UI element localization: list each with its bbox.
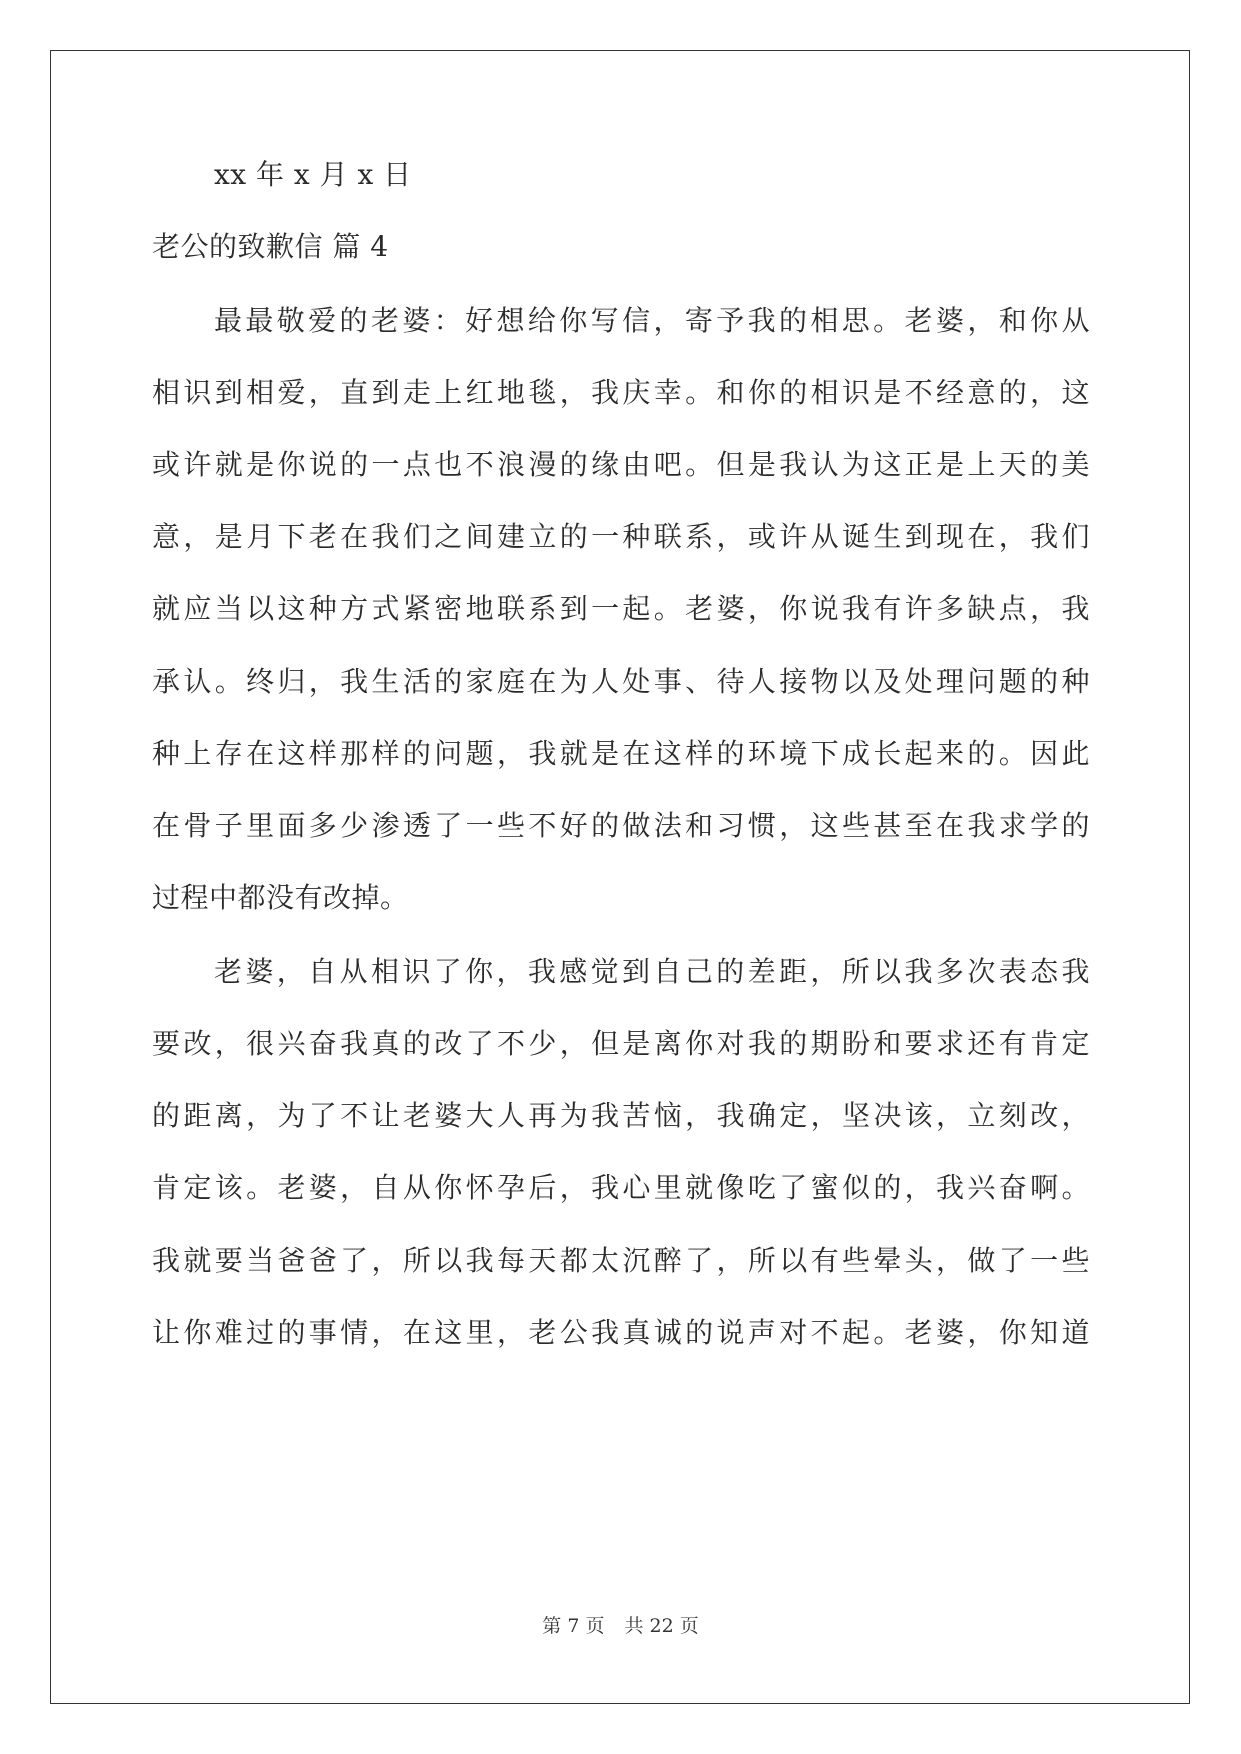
page-number: 第 7 页 bbox=[542, 1615, 605, 1637]
page-border bbox=[50, 50, 1190, 1704]
date-line: xx 年 x 月 x 日 bbox=[214, 158, 412, 191]
paragraph-line: 相识到相爱，直到走上红地毯，我庆幸。和你的相识是不经意的，这 bbox=[152, 376, 1090, 409]
section-title: 老公的致歉信 篇 4 bbox=[152, 230, 389, 263]
paragraph-line: 承认。终归，我生活的家庭在为人处事、待人接物以及处理问题的种 bbox=[152, 665, 1090, 698]
paragraph-line: 或许就是你说的一点也不浪漫的缘由吧。但是我认为这正是上天的美 bbox=[152, 448, 1090, 481]
page-footer bbox=[0, 1614, 1241, 1638]
paragraph-line: 要改，很兴奋我真的改了不少，但是离你对我的期盼和要求还有肯定 bbox=[152, 1027, 1090, 1060]
paragraph-line: 最最敬爱的老婆：好想给你写信，寄予我的相思。老婆，和你从 bbox=[214, 304, 1090, 337]
page-total: 共 22 页 bbox=[624, 1615, 699, 1637]
paragraph-line: 的距离，为了不让老婆大人再为我苦恼，我确定，坚决该，立刻改， bbox=[152, 1099, 1090, 1132]
paragraph-line: 在骨子里面多少渗透了一些不好的做法和习惯，这些甚至在我求学的 bbox=[152, 809, 1090, 842]
paragraph-line: 过程中都没有改掉。 bbox=[152, 881, 409, 914]
paragraph-line: 让你难过的事情，在这里，老公我真诚的说声对不起。老婆，你知道 bbox=[152, 1316, 1090, 1349]
paragraph-line: 老婆，自从相识了你，我感觉到自己的差距，所以我多次表态我 bbox=[214, 955, 1090, 988]
paragraph-line: 肯定该。老婆，自从你怀孕后，我心里就像吃了蜜似的，我兴奋啊。 bbox=[152, 1171, 1090, 1204]
paragraph-line: 种上存在这样那样的问题，我就是在这样的环境下成长起来的。因此 bbox=[152, 737, 1090, 770]
paragraph-line: 我就要当爸爸了，所以我每天都太沉醉了，所以有些晕头，做了一些 bbox=[152, 1244, 1090, 1277]
paragraph-line: 就应当以这种方式紧密地联系到一起。老婆，你说我有许多缺点，我 bbox=[152, 592, 1090, 625]
paragraph-line: 意，是月下老在我们之间建立的一种联系，或许从诞生到现在，我们 bbox=[152, 520, 1090, 553]
